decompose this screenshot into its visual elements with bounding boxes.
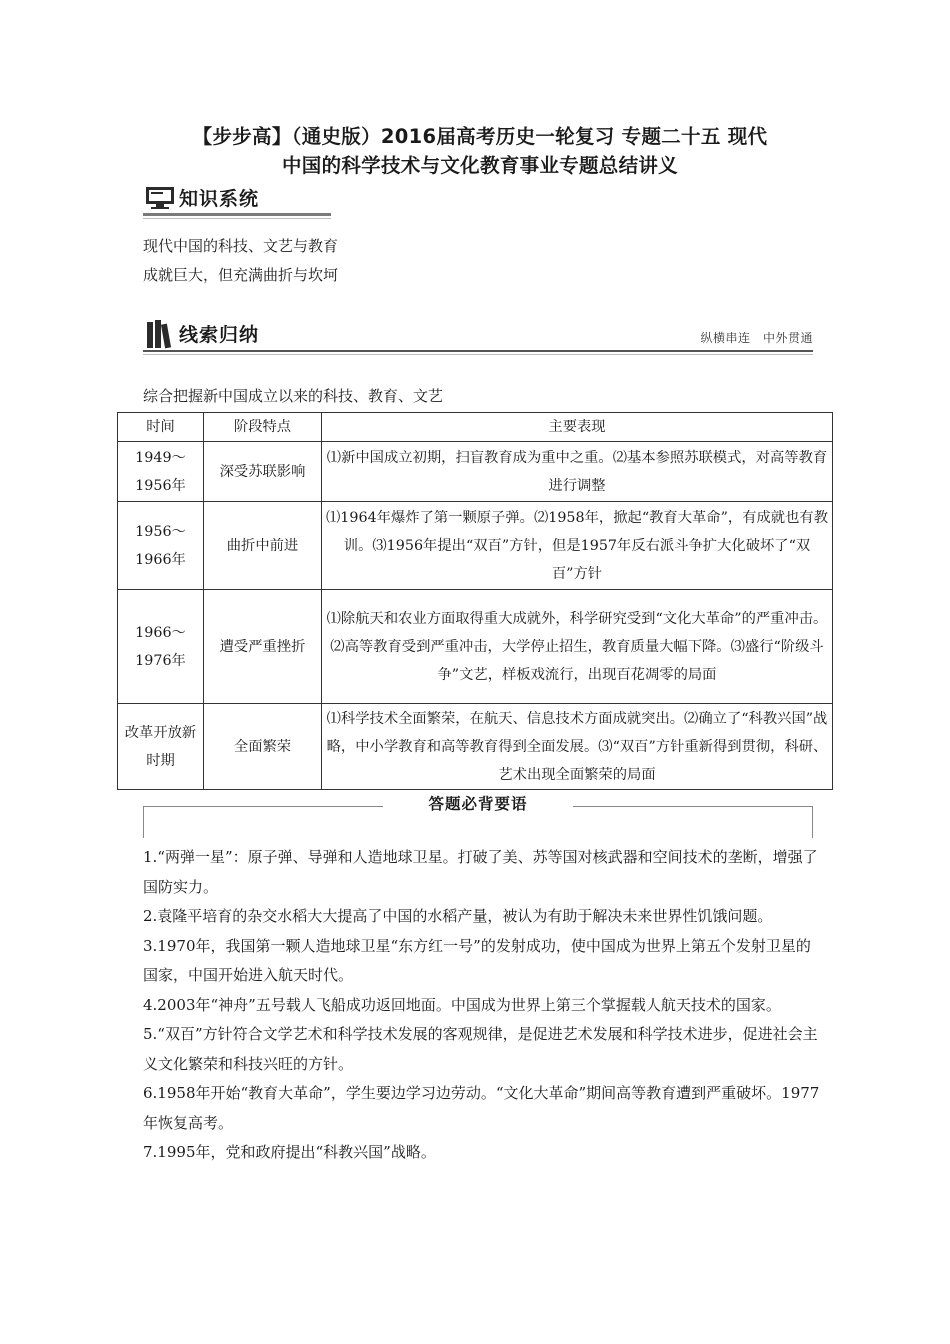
cell-time: 1956～1966年 <box>118 502 204 590</box>
list-item: 2.袁隆平培育的杂交水稻大大提高了中国的水稻产量，被认为有助于解决未来世界性饥饿问题。 <box>143 907 773 925</box>
section-rule-thin <box>143 218 331 219</box>
notes-list <box>143 843 823 1168</box>
table-row <box>118 704 833 790</box>
list-item: 6.1958年开始“教育大革命”，学生要边学习边劳动。“文化大革命”期间高等教育遭到严重破坏。1977年恢复高考。 <box>143 1084 820 1132</box>
section-header-clues <box>143 318 813 352</box>
section-label-knowledge: 知识系统 <box>179 188 260 210</box>
knowledge-line-1: 现代中国的科技、文艺与教育 <box>143 237 339 255</box>
summary-table <box>117 412 833 790</box>
cell-time: 1966～1976年 <box>118 590 204 704</box>
section-tag: 纵横串连 中外贯通 <box>700 331 813 345</box>
section-rule <box>143 350 813 352</box>
cell-feature: 深受苏联影响 <box>204 442 322 502</box>
table-row <box>118 442 833 502</box>
cell-time: 改革开放新时期 <box>118 704 204 790</box>
cell-feature: 遭受严重挫折 <box>204 590 322 704</box>
cell-detail: ⑴科学技术全面繁荣，在航天、信息技术方面成就突出。⑵确立了“科教兴国”战略，中小学教育和高等教育得到全面发展。⑶“双百”方针重新得到贯彻，科研、艺术出现全面繁荣的局面 <box>322 704 833 790</box>
section-rule <box>143 213 331 216</box>
list-item: 1.“两弹一星”：原子弹、导弹和人造地球卫星。打破了美、苏等国对核武器和空间技术的垄断，增强了国防实力。 <box>143 848 818 896</box>
header-time: 时间 <box>118 413 204 442</box>
cell-time: 1949～1956年 <box>118 442 204 502</box>
table-row <box>118 590 833 704</box>
books-icon <box>145 318 173 350</box>
notes-box-header <box>143 795 813 840</box>
knowledge-line-2: 成就巨大，但充满曲折与坎坷 <box>143 266 339 284</box>
title-line-2: 中国的科学技术与文化教育事业专题总结讲义 <box>281 154 678 177</box>
section-rule-thin <box>143 354 813 355</box>
title-line-1: 【步步高】（通史版）2016届高考历史一轮复习 专题二十五 现代 <box>192 125 768 148</box>
monitor-icon <box>145 186 175 210</box>
notes-box-caption: 答题必背要语 <box>428 795 528 813</box>
list-item: 5.“双百”方针符合文学艺术和科学技术发展的客观规律，是促进艺术发展和科学技术进步，促进社会主义文化繁荣和科技兴旺的方针。 <box>143 1025 818 1073</box>
section-label-clues: 线索归纳 <box>179 324 260 346</box>
list-item: 4.2003年“神舟”五号载人飞船成功返回地面。中国成为世界上第三个掌握载人航天技术的国家。 <box>143 995 781 1014</box>
header-detail: 主要表现 <box>322 413 833 442</box>
header-feature: 阶段特点 <box>204 413 322 442</box>
cell-detail: ⑴除航天和农业方面取得重大成就外，科学研究受到“文化大革命”的严重冲击。⑵高等教育受到严重冲击，大学停止招生，教育质量大幅下降。⑶盛行“阶级斗争”文艺，样板戏流行，出现百花凋零的局面 <box>322 590 833 704</box>
table-row <box>118 502 833 590</box>
section-header-knowledge <box>143 182 331 216</box>
cell-feature: 全面繁荣 <box>204 704 322 790</box>
list-item: 3.1970年，我国第一颗人造地球卫星“东方红一号”的发射成功，使中国成为世界上第五个发射卫星的国家，中国开始进入航天时代。 <box>143 936 811 984</box>
cell-detail: ⑴新中国成立初期，扫盲教育成为重中之重。⑵基本参照苏联模式，对高等教育进行调整 <box>322 442 833 502</box>
list-item: 7.1995年，党和政府提出“科教兴国”战略。 <box>143 1143 436 1161</box>
knowledge-text <box>143 232 338 290</box>
document-title <box>150 122 810 180</box>
clues-intro: 综合把握新中国成立以来的科技、教育、文艺 <box>143 387 444 405</box>
cell-detail: ⑴1964年爆炸了第一颗原子弹。⑵1958年，掀起“教育大革命”，有成就也有教训。⑶1956年提出“双百”方针，但是1957年反右派斗争扩大化破坏了“双百”方针 <box>322 502 833 590</box>
cell-feature: 曲折中前进 <box>204 502 322 590</box>
table-header-row <box>118 413 833 442</box>
